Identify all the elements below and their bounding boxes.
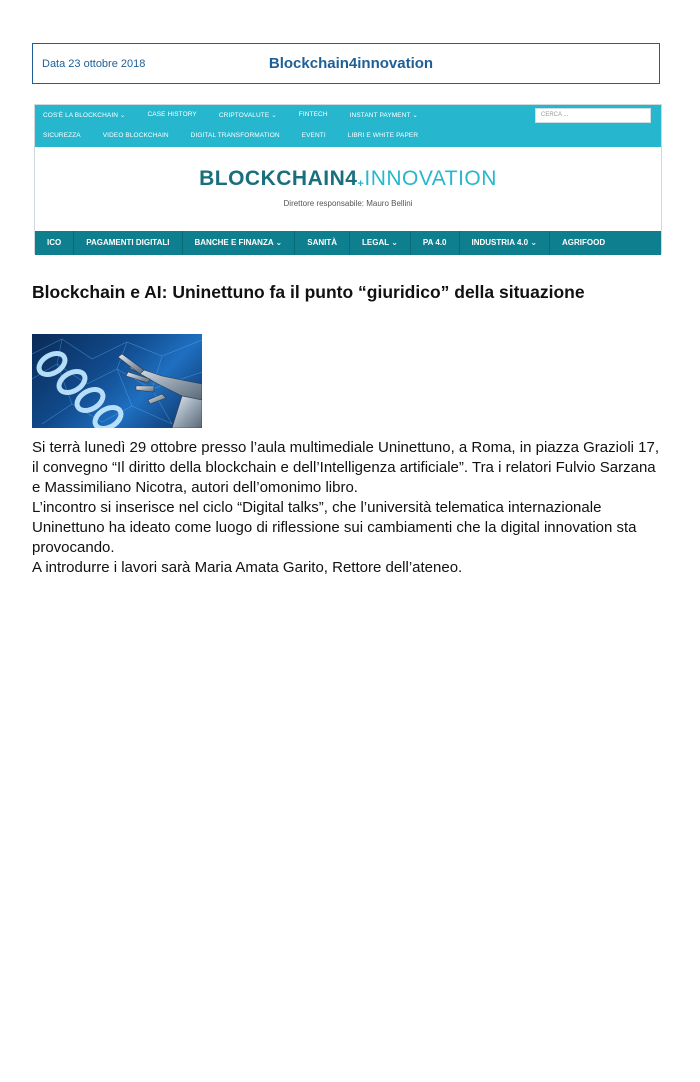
main-nav-item[interactable]: ICO bbox=[35, 231, 74, 255]
article-paragraph: L’incontro si inserisce nel ciclo “Digital talks”, che l’università telematica internazionale Uninettuno ha ideato come luogo di riflessione sui cambiamenti che la digital innovation sta provocando. bbox=[32, 499, 637, 556]
top-navigation-bar bbox=[35, 105, 661, 147]
top-nav-item[interactable]: FINTECH bbox=[298, 111, 328, 118]
article-headline: Blockchain e AI: Uninettuno fa il punto “giuridico” della situazione bbox=[32, 282, 585, 302]
top-nav-item[interactable]: CRIPTOVALUTE ⌄ bbox=[218, 112, 277, 119]
main-nav-item[interactable]: BANCHE E FINANZA ⌄ bbox=[183, 231, 296, 255]
logo-text-blockchain: BLOCKCHAIN bbox=[199, 167, 346, 190]
main-nav-item[interactable]: AGRIFOOD bbox=[562, 238, 606, 247]
site-header-screenshot bbox=[34, 104, 662, 254]
article-image bbox=[32, 334, 202, 428]
main-nav-item[interactable]: SANITÀ bbox=[295, 231, 350, 255]
top-nav-item[interactable]: COS'È LA BLOCKCHAIN ⌄ bbox=[43, 112, 126, 119]
site-subtitle: Direttore responsabile: Mauro Bellini bbox=[283, 199, 413, 208]
logo-plus-icon: + bbox=[357, 178, 365, 190]
main-nav-item[interactable]: PAGAMENTI DIGITALI bbox=[74, 231, 182, 255]
top-nav-item[interactable]: INSTANT PAYMENT ⌄ bbox=[349, 112, 418, 119]
top-nav-item[interactable]: DIGITAL TRANSFORMATION bbox=[190, 132, 280, 139]
main-nav-item[interactable]: INDUSTRIA 4.0 ⌄ bbox=[460, 231, 551, 255]
main-nav-item[interactable]: LEGAL ⌄ bbox=[350, 231, 411, 255]
robot-hand-chain-illustration bbox=[32, 334, 202, 428]
top-nav-item[interactable]: VIDEO BLOCKCHAIN bbox=[102, 132, 169, 139]
main-navigation-bar bbox=[35, 231, 661, 255]
top-nav-item[interactable]: LIBRI E WHITE PAPER bbox=[347, 132, 419, 139]
article-paragraph: A introdurre i lavori sarà Maria Amata Garito, Rettore dell’ateneo. bbox=[32, 559, 463, 576]
logo-area bbox=[35, 147, 661, 231]
top-nav-item[interactable]: EVENTI bbox=[301, 132, 326, 139]
top-nav-item[interactable]: CASE HISTORY bbox=[147, 111, 197, 118]
logo-text-four: 4 bbox=[345, 167, 358, 190]
logo-text-innovation: INNOVATION bbox=[364, 167, 497, 190]
main-nav-item[interactable]: PA 4.0 bbox=[411, 231, 460, 255]
clip-header bbox=[32, 43, 660, 84]
top-nav-item[interactable]: SICUREZZA bbox=[43, 132, 81, 139]
article-body bbox=[32, 438, 664, 578]
search-input[interactable]: CERCA ... bbox=[535, 108, 651, 123]
clip-date: Data 23 ottobre 2018 bbox=[42, 58, 146, 70]
article-paragraph: Si terrà lunedì 29 ottobre presso l’aula multimediale Uninettuno, a Roma, in piazza Grazioli 17, il convegno “Il diritto della blockchain e dell’Intelligenza artificiale”. Tra i relatori Fulvio Sarzana e Massimiliano Nicotra, autori dell’omonimo libro. bbox=[32, 439, 659, 496]
site-logo[interactable] bbox=[35, 167, 661, 191]
clip-source: Blockchain4innovation bbox=[268, 55, 434, 72]
